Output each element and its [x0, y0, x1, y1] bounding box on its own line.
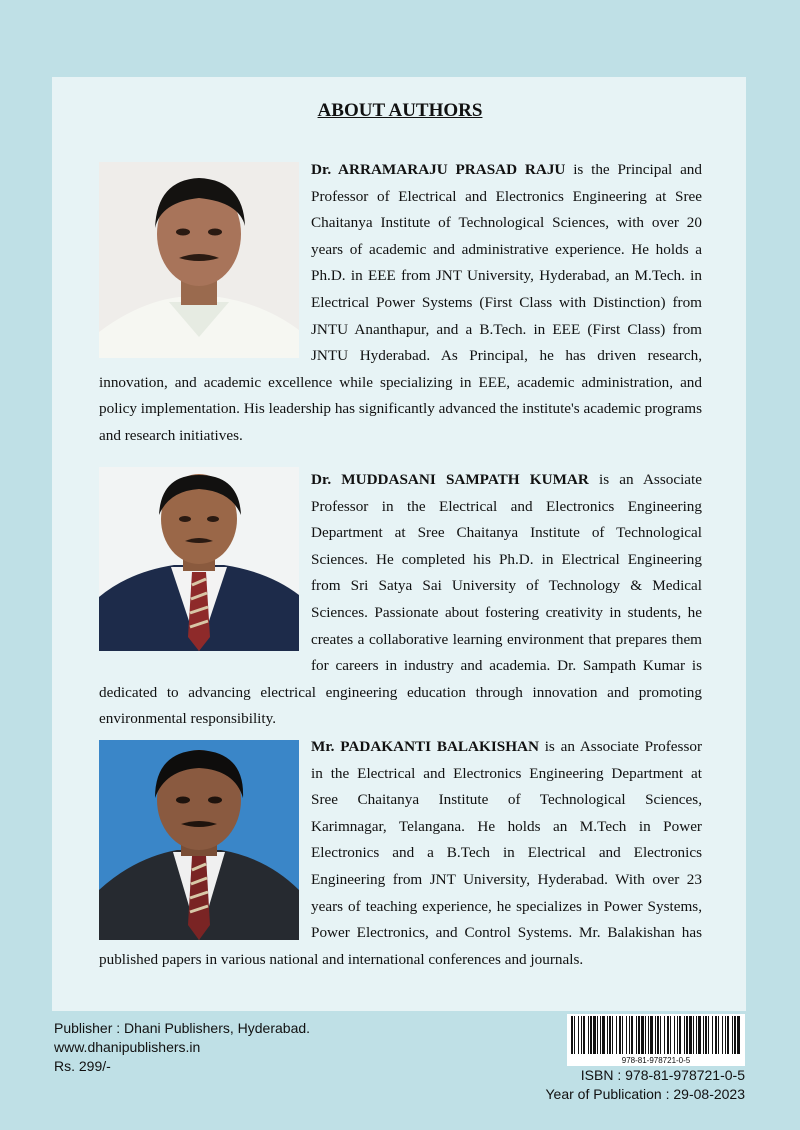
- author-photo-2: [99, 467, 299, 651]
- author-bio-text-3: is an Associate Professor in the Electrical and Electronics Engineering Department at Sree Chaitanya Institute of Technological Sciences, Karimnagar, Telangana. He holds an M.Tech in Power Electronics and a B.Tech in Electrical and Electronics Engineering from JNT University, Hyderabad. With over 23 years of teaching experience, he specializes in Power Systems, Power Electronics, and Control Systems. Mr. Balakishan has published papers in various national and international conferences and journals.: [99, 738, 703, 968]
- author-name-3: Mr. PADAKANTI BALAKISHAN: [311, 738, 539, 755]
- publisher-info: [54, 1019, 310, 1076]
- author-name-1: Dr. ARRAMARAJU PRASAD RAJU: [311, 161, 566, 178]
- author-bio-1: [99, 157, 702, 450]
- isbn-text: ISBN : 978-81-978721-0-5: [580, 1067, 745, 1083]
- barcode-number: 978-81-978721-0-5: [621, 1056, 691, 1065]
- author-photo-1: [99, 162, 299, 358]
- isbn-barcode: [567, 1014, 745, 1066]
- book-price: Rs. 299/-: [54, 1058, 111, 1074]
- author-photo-3: [99, 740, 299, 940]
- publication-year: Year of Publication : 29-08-2023: [545, 1086, 745, 1102]
- page-title: ABOUT AUTHORS: [317, 100, 483, 121]
- author-bio-2: [99, 467, 702, 733]
- author-bio-text-1: is the Principal and Professor of Electrical and Electronics Engineering at Sree Chaitanya Institute of Technological Sciences, with over 20 years of academic and administrative experience. He holds a Ph.D. in EEE from JNT University, Hyderabad, an M.Tech. in Electrical Power Systems (First Class with Distinction) from JNTU Ananthapur, and a B.Tech. in EEE (First Class) from JNTU Hyderabad. As Principal, he has driven research, innovation, and academic excellence while specializing in EEE, academic administration, and policy implementation. His leadership has significantly advanced the institute's academic programs and research initiatives.: [99, 161, 702, 444]
- isbn-info: [545, 1066, 745, 1104]
- author-name-2: Dr. MUDDASANI SAMPATH KUMAR: [311, 471, 589, 488]
- publisher-website: www.dhanipublishers.in: [54, 1039, 201, 1055]
- author-bio-text-2: is an Associate Professor in the Electrical and Electronics Engineering Department at Sree Chaitanya Institute of Technological Sciences. He completed his Ph.D. in Electrical Engineering from Sri Satya Sai University of Technology & Medical Sciences. Passionate about fostering creativity in students, he creates a collaborative learning environment that prepares them for careers in industry and academia. Dr. Sampath Kumar is dedicated to advancing electrical engineering education through innovation and promoting environmental responsibility.: [99, 471, 703, 728]
- author-bio-3: [99, 734, 702, 973]
- publisher-name: Publisher : Dhani Publishers, Hyderabad.: [54, 1020, 311, 1036]
